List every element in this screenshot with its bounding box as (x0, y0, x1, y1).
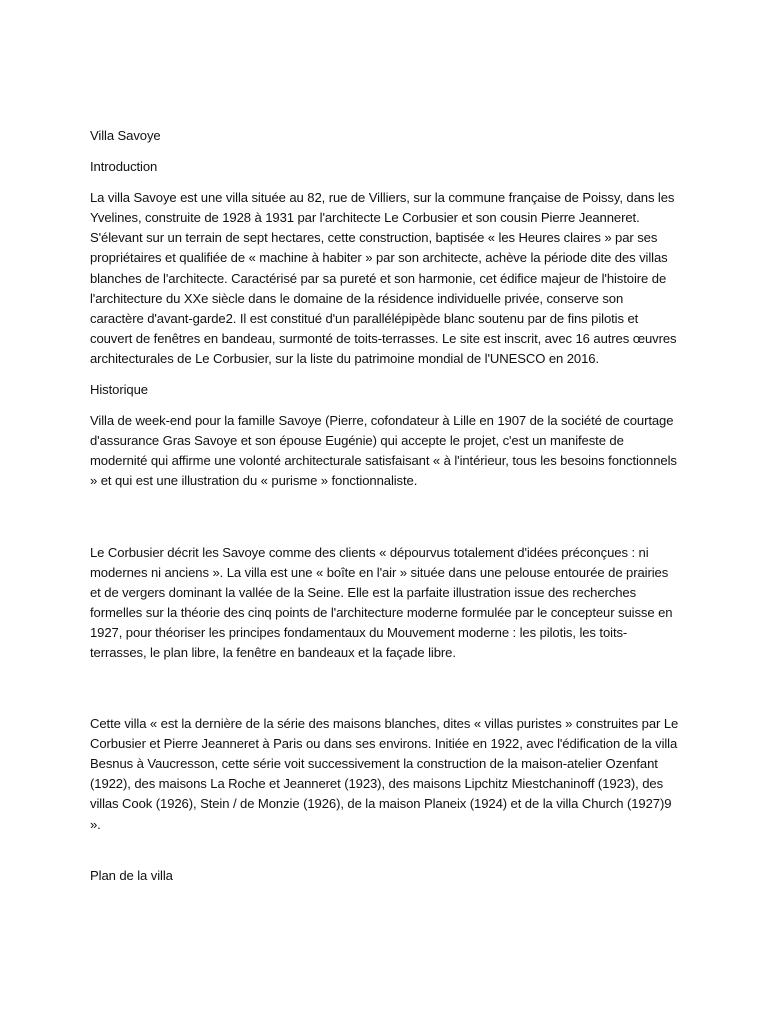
paragraph-historique-1: Villa de week-end pour la famille Savoye (Pierre, cofondateur à Lille en 1907 de la société de courtage d'assurance Gras Savoye et son épouse Eugénie) qui accepte le projet, c'est un manifeste de modernité qui affirme une volonté architecturale satisfaisant « à l'intérieur, tous les besoins fonctionnels » et qui est une illustration du « purisme » fonctionnaliste. (90, 413, 677, 489)
document-title: Villa Savoye (90, 128, 161, 143)
section-heading-plan: Plan de la villa (90, 867, 173, 883)
section-heading-historique: Historique (90, 382, 148, 398)
section-heading-introduction: Introduction (90, 159, 158, 175)
paragraph-historique-2: Le Corbusier décrit les Savoye comme des clients « dépourvus totalement d'idées préconçues : ni modernes ni anciens ». La villa est une « boîte en l'air » située dans une pelouse entourée de prairies et de vergers dominant la vallée de la Seine. Elle est la parfaite illustration issue des recherches formelles sur la théorie des cinq points de l'architecture moderne formulée par le concepteur suisse en 1927, pour théoriser les principes fondamentaux du Mouvement moderne : les pilotis, les toits-terrasses, le plan libre, la fenêtre en bandeaux et la façade libre. (90, 544, 673, 660)
paragraph-historique-3: Cette villa « est la dernière de la série des maisons blanches, dites « villas puristes » construites par Le Corbusier et Pierre Jeanneret à Paris ou dans ses environs. Initiée en 1922, avec l'édification de la villa Besnus à Vaucresson, cette série voit successivement la construction de la maison-atelier Ozenfant (1922), des maisons La Roche et Jeanneret (1923), des maisons Lipchitz Miestchaninoff (1923), des villas Cook (1926), Stein / de Monzie (1926), de la maison Planeix (1924) et de la villa Church (1927)9 ». (90, 716, 679, 832)
paragraph-introduction: La villa Savoye est une villa située au 82, rue de Villiers, sur la commune française de Poissy, dans les Yvelines, construite de 1928 à 1931 par l'architecte Le Corbusier et son cousin Pierre Jeanneret. S'élevant sur un terrain de sept hectares, cette construction, baptisée « les Heures claires » par ses propriétaires et qualifiée de « machine à habiter » par son architecte, achève la période dite des villas blanches de l'architecte. Caractérisé par sa pureté et son harmonie, cet édifice majeur de l'histoire de l'architecture du XXe siècle dans le domaine de la résidence individuelle privée, conserve son caractère d'avant-garde2. Il est constitué d'un parallélépipède blanc soutenu par de fins pilotis et couvert de fenêtres en bandeau, surmonté de toits-terrasses. Le site est inscrit, avec 16 autres œuvres architecturales de Le Corbusier, sur la liste du patrimoine mondial de l'UNESCO en 2016. (90, 190, 677, 366)
document-body (90, 126, 680, 886)
